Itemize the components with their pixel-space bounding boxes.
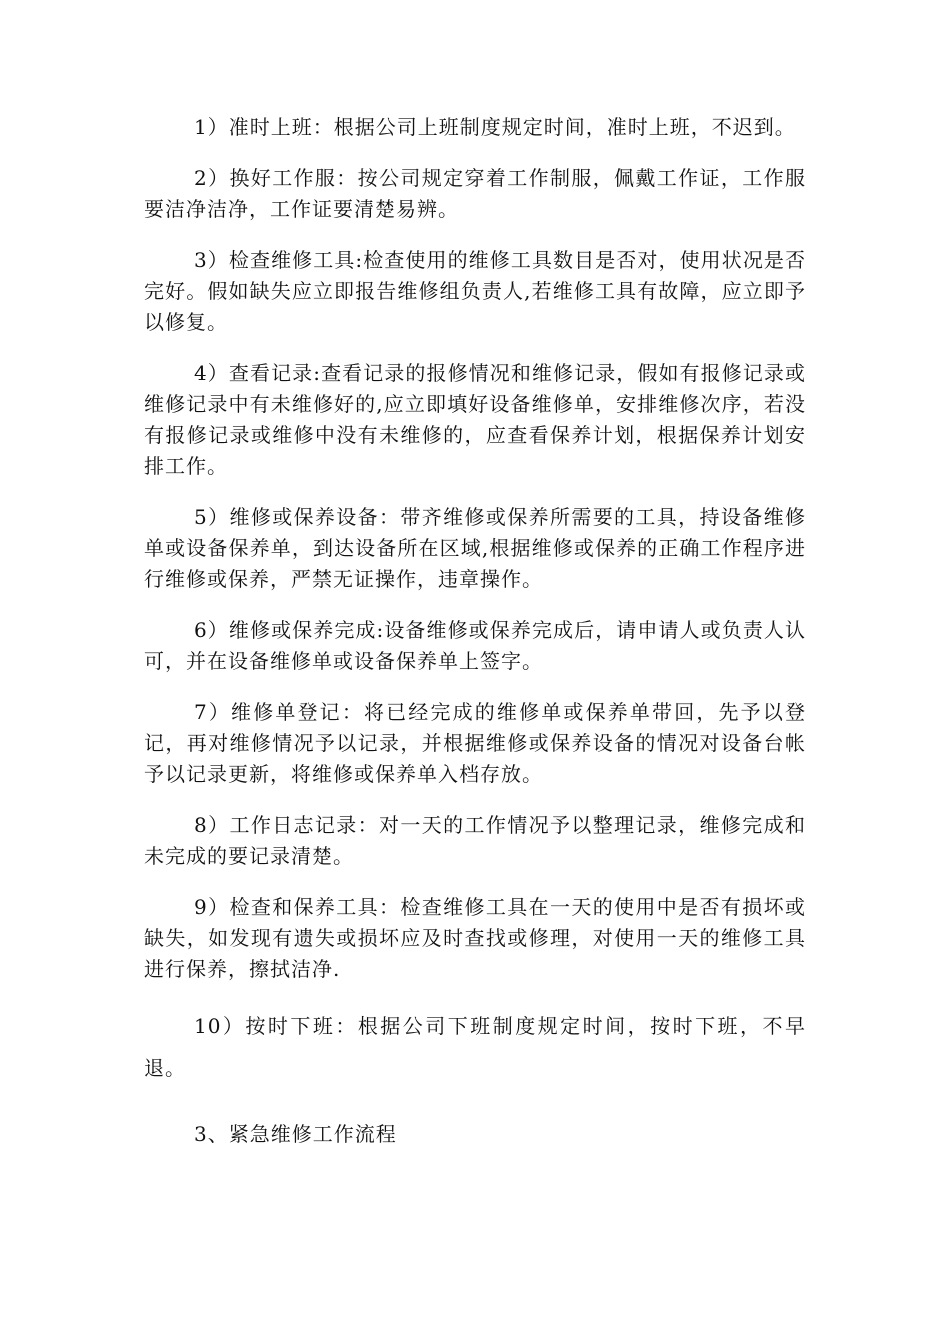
paragraph-5: 5）维修或保养设备：带齐维修或保养所需要的工具，持设备维修单或设备保养单，到达设备所在区域,根据维修或保养的正确工作程序进行维修或保养，严禁无证操作，违章操作。: [144, 505, 806, 591]
paragraph-1: 1）准时上班：根据公司上班制度规定时间，准时上班，不迟到。: [194, 115, 796, 139]
paragraph-6: 6）维修或保养完成:设备维修或保养完成后，请申请人或负责人认可，并在设备维修单或设备保养单上签字。: [144, 618, 806, 673]
section-heading: 3、紧急维修工作流程: [194, 1122, 397, 1146]
paragraph-3: 3）检查维修工具:检查使用的维修工具数目是否对，使用状况是否完好。假如缺失应立即报告维修组负责人,若维修工具有故障，应立即予以修复。: [144, 248, 806, 334]
paragraph-7: 7）维修单登记：将已经完成的维修单或保养单带回，先予以登记，再对维修情况予以记录，并根据维修或保养设备的情况对设备台帐予以记录更新，将维修或保养单入档存放。: [144, 700, 806, 786]
paragraph-8: 8）工作日志记录：对一天的工作情况予以整理记录，维修完成和未完成的要记录清楚。: [144, 813, 806, 868]
paragraph-9: 9）检查和保养工具：检查维修工具在一天的使用中是否有损坏或缺失，如发现有遗失或损坏应及时查找或修理，对使用一天的维修工具进行保养，擦拭洁净.: [144, 895, 806, 981]
paragraph-2: 2）换好工作服：按公司规定穿着工作制服，佩戴工作证，工作服要洁净洁净，工作证要清楚易辨。: [144, 166, 806, 221]
document-page: [144, 112, 806, 1150]
paragraph-10: 10）按时下班：根据公司下班制度规定时间，按时下班，不早退。: [144, 1014, 806, 1080]
paragraph-4: 4）查看记录:查看记录的报修情况和维修记录，假如有报修记录或维修记录中有未维修好的,应立即填好设备维修单，安排维修次序，若没有报修记录或维修中没有未维修的，应查看保养计划，根据保养计划安排工作。: [144, 361, 806, 478]
